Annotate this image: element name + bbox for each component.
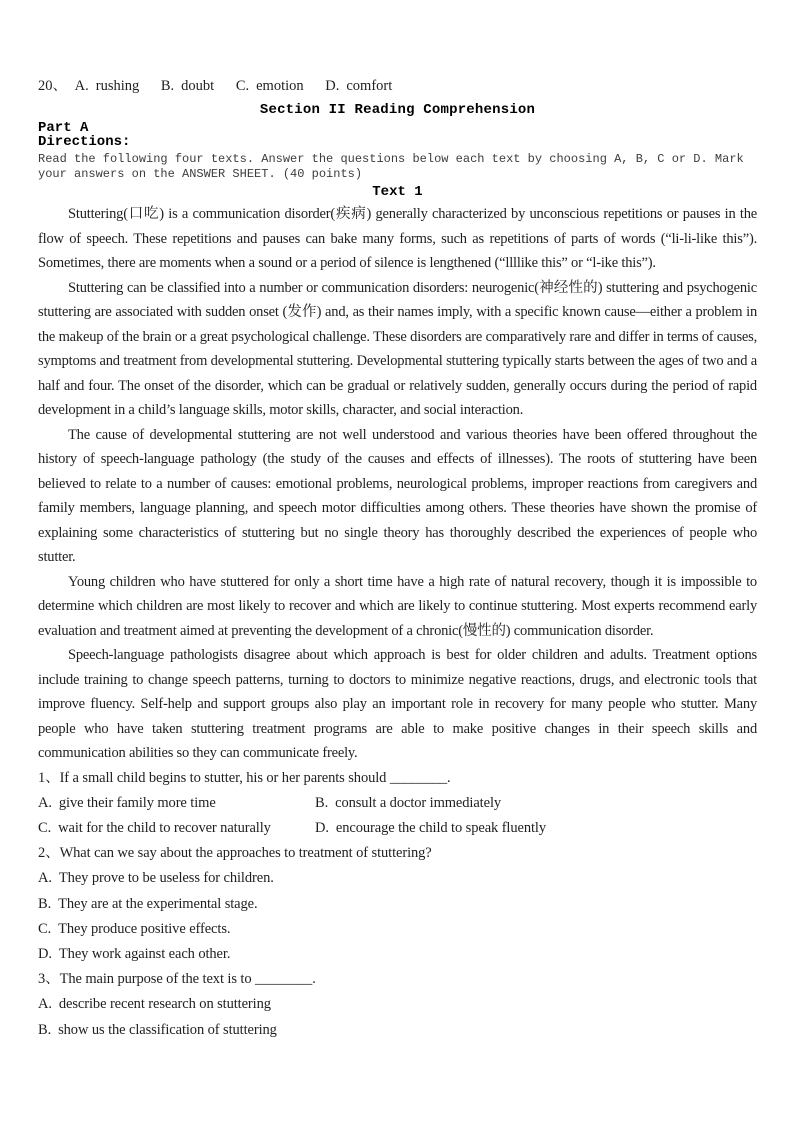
option-label: C. [38, 819, 52, 836]
option-text: encourage the child to speak fluently [335, 819, 547, 836]
passage-paragraph-1: Stuttering(口吃) is a communication disorder(疾病) generally characterized by unconscious repetitions or pauses in the flow of speech. These repetitions and pauses can bake many forms, such as repetitions of parts of words (“li-li-like this”). Sometimes, there are moments when a sound or a period of silence is lengthened (“llllike this” or “l-ike this”). [38, 206, 757, 271]
option-1-b [315, 791, 757, 816]
question-number: 3、 [38, 971, 60, 988]
question-1-stem [38, 766, 757, 791]
option-20-b [161, 78, 214, 94]
option-2-c [38, 917, 757, 942]
option-1-d [315, 816, 757, 841]
option-2-d [38, 942, 757, 967]
option-label: C. [38, 920, 52, 937]
option-text: They produce positive effects. [58, 920, 231, 937]
option-text: describe recent research on stuttering [58, 996, 271, 1013]
option-1-c [38, 816, 315, 841]
questions-block [38, 766, 757, 1043]
option-3-b [38, 1018, 757, 1043]
directions-label: Directions: [38, 134, 131, 150]
part-label: Part A [38, 120, 89, 136]
option-label: A. [38, 996, 52, 1013]
option-text: rushing [95, 78, 140, 94]
passage-paragraph-3: The cause of developmental stuttering are not well understood and various theories have been offered throughout the history of speech-language pathology (the study of the causes and effects of illnesses). The roots of stuttering have been believed to relate to a number of causes: emotional problems, neurological problems, improper reactions from caregivers and family members, language planning, and speech motor difficulties among others. These theories have shown the promise of explaining some characteristics of stuttering but no single theory has thoroughly described the experiences of people who stutter. [38, 426, 757, 565]
question-stem-text: If a small child begins to stutter, his or her parents should ________. [59, 769, 451, 786]
question-2-stem [38, 841, 757, 866]
option-label: C. [235, 78, 250, 94]
option-label: B. [38, 1021, 52, 1038]
question-number: 20、 [38, 78, 67, 94]
question-number: 1、 [38, 769, 60, 786]
option-text: They are at the experimental stage. [58, 895, 258, 912]
passage-paragraph-5: Speech-language pathologists disagree about which approach is best for older children and adults. Treatment options include training to change speech patterns, turning to doctors to minimize negative reactions, drugs, and electronic tools that improve fluency. Self-help and support groups also play an important role in recovery for many people who stutter. Many people who have taken stuttering treatment programs are able to make positive changes in their speech skills and communication abilities so they can communicate freely. [38, 647, 757, 761]
question-1-options [38, 791, 757, 841]
option-text: consult a doctor immediately [335, 794, 502, 811]
option-text: emotion [256, 78, 304, 94]
question-20-options-line [38, 78, 757, 95]
option-1-a [38, 791, 315, 816]
option-label: A. [38, 870, 52, 887]
question-3-stem [38, 967, 757, 992]
option-text: They prove to be useless for children. [58, 870, 274, 887]
option-label: B. [160, 78, 175, 94]
option-text: They work against each other. [58, 945, 231, 962]
option-label: D. [315, 819, 329, 836]
option-2-b [38, 892, 757, 917]
option-text: wait for the child to recover naturally [58, 819, 271, 836]
directions-text: Read the following four texts. Answer the questions below each text by choosing A, B, C or D. Mark your answers on the ANSWER SHEET. (40 points) [38, 152, 744, 181]
passage [38, 202, 757, 766]
passage-paragraph-2: Stuttering can be classified into a number or communication disorders: neurogenic(神经性的) stuttering and psychogenic stuttering are associated with sudden onset (发作) and, as their names imply, with a specific known cause—either a problem in the makeup of the brain or a great psychological challenge. These disorders are comparatively rare and differ in terms of causes, symptoms and treatment from developmental stuttering. Developmental stuttering typically starts between the ages of two and a half and four. The onset of the disorder, which can be gradual or relatively sudden, generally occurs during the period of rapid development in a child’s language skills, motor skills, character, and social interaction. [38, 279, 757, 418]
option-20-a [75, 78, 140, 94]
option-label: A. [74, 78, 89, 94]
question-number: 2、 [38, 845, 60, 862]
option-2-a [38, 866, 757, 891]
option-label: D. [38, 945, 52, 962]
option-text: give their family more time [58, 794, 216, 811]
option-label: B. [315, 794, 329, 811]
option-label: A. [38, 794, 52, 811]
question-stem-text: The main purpose of the text is to ________. [59, 971, 316, 988]
text-heading: Text 1 [372, 184, 423, 200]
option-text: comfort [346, 78, 393, 94]
option-20-d [325, 78, 392, 94]
option-text: doubt [181, 78, 215, 94]
option-text: show us the classification of stuttering [58, 1021, 277, 1038]
option-20-c [236, 78, 304, 94]
option-label: B. [38, 895, 52, 912]
passage-paragraph-4: Young children who have stuttered for only a short time have a high rate of natural recovery, though it is impossible to determine which children are most likely to recover and which are likely to continue stuttering. Most experts recommend early evaluation and treatment aimed at preventing the development of a chronic(慢性的) communication disorder. [38, 573, 757, 639]
section-heading: Section II Reading Comprehension [259, 102, 536, 118]
option-label: D. [325, 78, 340, 94]
option-3-a [38, 992, 757, 1017]
question-stem-text: What can we say about the approaches to treatment of stuttering? [59, 845, 432, 862]
